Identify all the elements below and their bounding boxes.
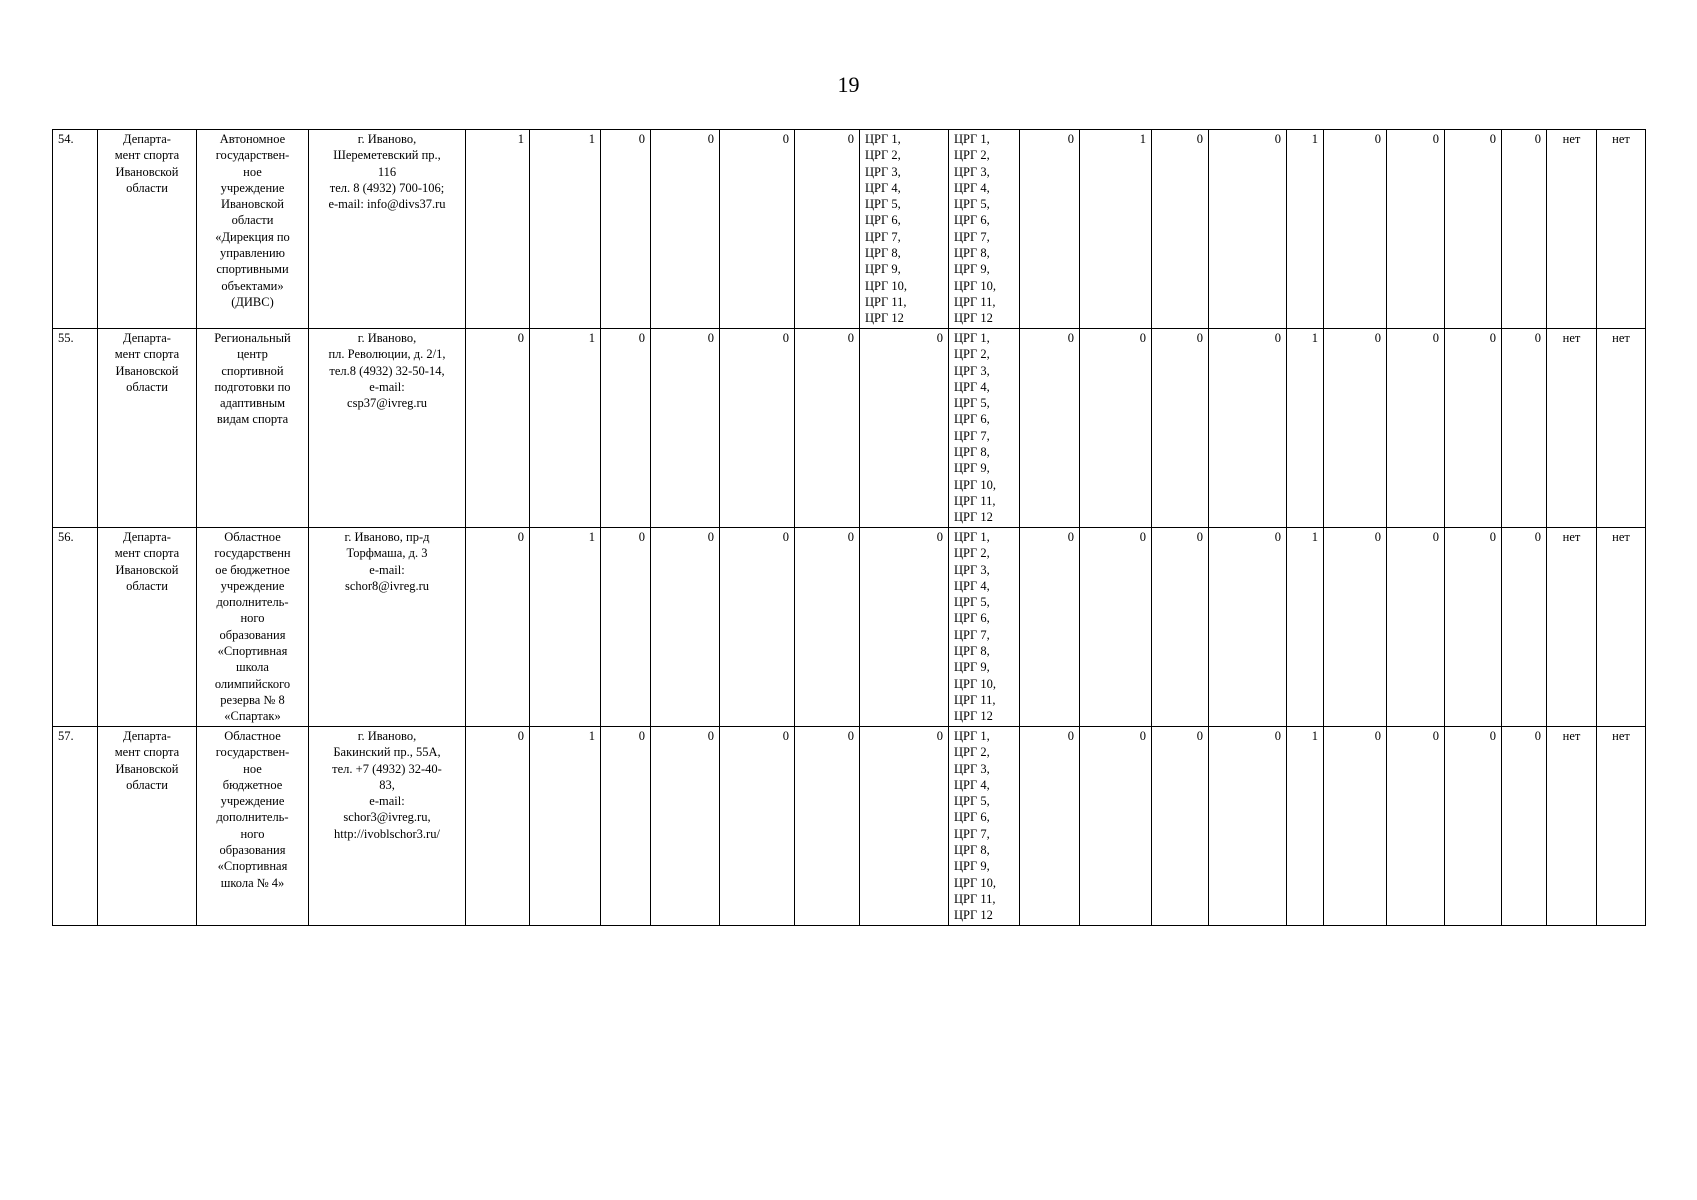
cell-value: 0 <box>1080 329 1152 528</box>
cell-line: ЦРГ 4, <box>954 578 990 593</box>
cell-value: 0 <box>795 528 860 727</box>
cell-value: 0 <box>1387 727 1445 926</box>
cell-value: 0 <box>1387 130 1445 329</box>
cell-value: 0 <box>466 727 530 926</box>
cell-line: бюджетное <box>222 777 283 792</box>
cell-value: 0 <box>1020 727 1080 926</box>
cell-line: ЦРГ 9, <box>954 461 990 476</box>
cell-line: школа <box>236 660 269 675</box>
cell-crg-list <box>949 329 1020 528</box>
cell-value: 1 <box>1287 130 1324 329</box>
cell-line: тел. 8 (4932) 700-106; <box>329 180 445 195</box>
cell-line: тел. +7 (4932) 32-40- <box>332 761 442 776</box>
cell-line: г. Иваново, <box>357 132 417 146</box>
cell-value: 0 <box>1324 528 1387 727</box>
cell-organization <box>197 130 309 329</box>
cell-line: области <box>126 180 168 195</box>
cell-organization <box>197 528 309 727</box>
cell-value: 0 <box>1020 528 1080 727</box>
cell-address <box>309 329 466 528</box>
cell-crg-list <box>949 130 1020 329</box>
cell-line: ЦРГ 3, <box>954 363 990 378</box>
cell-line: учреждение <box>220 794 285 809</box>
cell-line: ЦРГ 4, <box>954 379 990 394</box>
cell-line: ЦРГ 8, <box>954 843 990 858</box>
cell-value: 0 <box>601 528 651 727</box>
cell-line: ЦРГ 12 <box>954 510 993 525</box>
cell-value: 0 <box>1387 528 1445 727</box>
cell-line: ЦРГ 5, <box>954 197 990 212</box>
register-table <box>52 129 1646 926</box>
cell-department <box>98 727 197 926</box>
cell-line: ЦРГ 5, <box>954 595 990 610</box>
cell-line: ЦРГ 1, <box>954 729 990 743</box>
cell-line: Автономное <box>219 132 286 146</box>
cell-value: 0 <box>1445 727 1502 926</box>
cell-line: дополнитель- <box>216 810 289 825</box>
cell-line: ЦРГ 2, <box>954 745 990 760</box>
cell-value: 0 <box>720 528 795 727</box>
cell-organization <box>197 727 309 926</box>
cell-line: ЦРГ 10, <box>954 676 996 691</box>
cell-department <box>98 130 197 329</box>
cell-value: 0 <box>651 528 720 727</box>
cell-value: 0 <box>601 329 651 528</box>
cell-line: ЦРГ 2, <box>954 148 990 163</box>
cell-line: ное <box>243 761 262 776</box>
cell-flag: нет <box>1547 528 1597 727</box>
cell-line: e-mail: info@divs37.ru <box>328 197 446 212</box>
cell-address <box>309 528 466 727</box>
cell-number: 55. <box>53 329 98 528</box>
cell-line: мент спорта <box>114 546 180 561</box>
cell-line: государствен- <box>215 745 290 760</box>
cell-line: области <box>126 379 168 394</box>
table-row <box>53 727 1646 926</box>
cell-line: ЦРГ 8, <box>954 445 990 460</box>
cell-line: http://ivoblschor3.ru/ <box>334 826 440 841</box>
cell-line: ЦРГ 8, <box>954 246 990 261</box>
cell-value: 0 <box>601 727 651 926</box>
cell-line: г. Иваново, пр-д <box>344 530 430 544</box>
page-number: 19 <box>837 72 860 97</box>
cell-value: 0 <box>1324 130 1387 329</box>
cell-value: 1 <box>1080 130 1152 329</box>
cell-value: 0 <box>651 727 720 926</box>
cell-line: ЦРГ 7, <box>954 826 990 841</box>
cell-value: 1 <box>1287 329 1324 528</box>
cell-organization <box>197 329 309 528</box>
cell-value: 0 <box>651 130 720 329</box>
cell-line: ЦРГ 6, <box>954 412 990 427</box>
cell-value: 0 <box>1152 130 1209 329</box>
cell-line: Областное <box>224 530 281 544</box>
cell-value: 0 <box>1387 329 1445 528</box>
cell-line: ЦРГ 10, <box>865 278 907 293</box>
cell-line: ЦРГ 5, <box>865 197 901 212</box>
cell-value: 0 <box>1445 329 1502 528</box>
cell-line: e-mail: <box>369 562 405 577</box>
cell-line: ЦРГ 5, <box>954 396 990 411</box>
cell-value: 0 <box>466 329 530 528</box>
cell-line: ного <box>240 611 265 626</box>
cell-line: Бакинский пр., 55А, <box>333 745 441 760</box>
cell-line: спортивной <box>221 363 284 378</box>
cell-line: Департа- <box>123 132 171 146</box>
cell-line: 0 <box>936 331 943 345</box>
cell-line: ЦРГ 11, <box>954 493 996 508</box>
cell-line: дополнитель- <box>216 595 289 610</box>
cell-value: 0 <box>1324 329 1387 528</box>
cell-crg-list <box>860 727 949 926</box>
cell-value: 1 <box>466 130 530 329</box>
cell-line: учреждение <box>220 578 285 593</box>
cell-value: 0 <box>1020 130 1080 329</box>
cell-flag: нет <box>1547 727 1597 926</box>
cell-flag: нет <box>1597 528 1646 727</box>
cell-line: schor8@ivreg.ru <box>344 578 430 593</box>
cell-line: 0 <box>936 729 943 743</box>
cell-value: 0 <box>1080 727 1152 926</box>
cell-line: ное <box>243 164 262 179</box>
cell-line: школа № 4» <box>220 875 285 890</box>
cell-line: образования <box>219 627 286 642</box>
cell-line: Областное <box>224 729 281 743</box>
cell-line: ЦРГ 8, <box>954 644 990 659</box>
cell-line: (ДИВС) <box>231 294 274 309</box>
cell-line: Ивановской <box>115 363 179 378</box>
cell-line: объектами» <box>221 278 284 293</box>
cell-line: резерва № 8 <box>220 692 285 707</box>
cell-line: мент спорта <box>114 347 180 362</box>
cell-line: учреждение <box>220 180 285 195</box>
cell-line: ЦРГ 4, <box>954 180 990 195</box>
cell-flag: нет <box>1547 130 1597 329</box>
cell-crg-list <box>949 528 1020 727</box>
cell-value: 0 <box>795 329 860 528</box>
cell-number: 54. <box>53 130 98 329</box>
cell-flag: нет <box>1547 329 1597 528</box>
cell-line: 116 <box>377 164 397 179</box>
cell-value: 0 <box>1209 329 1287 528</box>
cell-line: ЦРГ 3, <box>954 164 990 179</box>
cell-value: 0 <box>795 130 860 329</box>
cell-value: 0 <box>1324 727 1387 926</box>
cell-value: 1 <box>530 329 601 528</box>
cell-line: ЦРГ 2, <box>954 347 990 362</box>
cell-address <box>309 727 466 926</box>
cell-line: мент спорта <box>114 148 180 163</box>
cell-line: 83, <box>379 777 395 792</box>
cell-line: области <box>126 777 168 792</box>
cell-line: ЦРГ 1, <box>865 132 901 146</box>
cell-line: г. Иваново, <box>357 331 417 345</box>
cell-line: ЦРГ 3, <box>865 164 901 179</box>
cell-address <box>309 130 466 329</box>
cell-line: ЦРГ 2, <box>954 546 990 561</box>
cell-line: ЦРГ 3, <box>954 761 990 776</box>
cell-line: ЦРГ 9, <box>954 660 990 675</box>
cell-line: ЦРГ 1, <box>954 132 990 146</box>
cell-line: «Спортивная <box>217 644 288 659</box>
cell-line: ЦРГ 9, <box>954 859 990 874</box>
cell-value: 0 <box>720 727 795 926</box>
cell-line: ЦРГ 5, <box>954 794 990 809</box>
cell-line: государственн <box>214 546 291 561</box>
cell-line: видам спорта <box>216 412 289 427</box>
cell-line: олимпийского <box>214 676 291 691</box>
cell-value: 0 <box>1502 329 1547 528</box>
cell-value: 0 <box>1152 329 1209 528</box>
cell-value: 0 <box>1445 528 1502 727</box>
cell-line: тел.8 (4932) 32-50-14, <box>329 363 445 378</box>
cell-line: e-mail: <box>369 379 405 394</box>
cell-line: образования <box>219 843 286 858</box>
cell-line: «Спартак» <box>224 709 281 724</box>
cell-line: ЦРГ 10, <box>954 875 996 890</box>
cell-line: ЦРГ 11, <box>954 891 996 906</box>
cell-line: ЦРГ 6, <box>954 810 990 825</box>
cell-line: ЦРГ 12 <box>865 311 904 326</box>
table-row <box>53 130 1646 329</box>
cell-line: ЦРГ 4, <box>954 777 990 792</box>
cell-line: ЦРГ 6, <box>865 213 901 228</box>
cell-line: г. Иваново, <box>357 729 417 743</box>
cell-line: ЦРГ 7, <box>954 428 990 443</box>
cell-line: Ивановской <box>115 562 179 577</box>
cell-value: 0 <box>601 130 651 329</box>
cell-line: «Спортивная <box>217 859 288 874</box>
cell-line: ЦРГ 9, <box>865 262 901 277</box>
cell-line: ЦРГ 12 <box>954 709 993 724</box>
cell-crg-list <box>860 130 949 329</box>
cell-value: 0 <box>1502 130 1547 329</box>
cell-value: 0 <box>720 329 795 528</box>
cell-flag: нет <box>1597 329 1646 528</box>
cell-line: ЦРГ 10, <box>954 278 996 293</box>
cell-value: 0 <box>1152 727 1209 926</box>
cell-flag: нет <box>1597 130 1646 329</box>
cell-crg-list <box>949 727 1020 926</box>
cell-value: 1 <box>530 727 601 926</box>
cell-line: Ивановской <box>220 197 284 212</box>
cell-line: ЦРГ 7, <box>865 229 901 244</box>
cell-line: Шереметевский пр., <box>333 148 441 163</box>
cell-line: ЦРГ 11, <box>954 294 996 309</box>
cell-line: Ивановской <box>115 164 179 179</box>
table-row <box>53 528 1646 727</box>
cell-number: 57. <box>53 727 98 926</box>
cell-line: ЦРГ 7, <box>954 229 990 244</box>
cell-line: ЦРГ 8, <box>865 246 901 261</box>
cell-value: 1 <box>1287 727 1324 926</box>
cell-line: Департа- <box>123 729 171 743</box>
cell-line: schor3@ivreg.ru, <box>343 810 431 825</box>
cell-value: 1 <box>530 528 601 727</box>
cell-line: ного <box>240 826 265 841</box>
cell-value: 0 <box>795 727 860 926</box>
cell-line: спортивными <box>216 262 289 277</box>
table-row <box>53 329 1646 528</box>
cell-value: 0 <box>1209 528 1287 727</box>
cell-line: ЦРГ 10, <box>954 477 996 492</box>
cell-value: 1 <box>1287 528 1324 727</box>
cell-line: «Дирекция по <box>215 229 290 244</box>
cell-line: Департа- <box>123 530 171 544</box>
cell-line: ЦРГ 9, <box>954 262 990 277</box>
cell-value: 0 <box>1020 329 1080 528</box>
cell-line: 0 <box>936 530 943 544</box>
cell-line: ЦРГ 12 <box>954 908 993 923</box>
cell-line: ЦРГ 6, <box>954 213 990 228</box>
cell-line: ЦРГ 12 <box>954 311 993 326</box>
cell-line: ЦРГ 2, <box>865 148 901 163</box>
cell-value: 0 <box>466 528 530 727</box>
cell-line: области <box>231 213 274 228</box>
cell-value: 0 <box>1152 528 1209 727</box>
cell-line: государствен- <box>215 148 290 163</box>
cell-value: 0 <box>1209 130 1287 329</box>
cell-value: 0 <box>1502 727 1547 926</box>
cell-line: Ивановской <box>115 761 179 776</box>
cell-line: ЦРГ 11, <box>865 294 907 309</box>
cell-line: ЦРГ 1, <box>954 331 990 345</box>
cell-line: csp37@ivreg.ru <box>347 396 427 411</box>
cell-line: адаптивным <box>219 396 286 411</box>
cell-line: Торфмаша, д. 3 <box>346 546 428 561</box>
cell-line: ЦРГ 7, <box>954 627 990 642</box>
cell-value: 0 <box>1445 130 1502 329</box>
cell-value: 0 <box>1209 727 1287 926</box>
cell-line: пл. Революции, д. 2/1, <box>328 347 446 362</box>
cell-line: подготовки по <box>214 379 291 394</box>
cell-number: 56. <box>53 528 98 727</box>
cell-crg-list <box>860 528 949 727</box>
cell-line: ЦРГ 4, <box>865 180 901 195</box>
cell-line: ое бюджетное <box>215 562 290 577</box>
cell-department <box>98 528 197 727</box>
cell-line: Департа- <box>123 331 171 345</box>
cell-line: центр <box>237 347 268 362</box>
cell-line: мент спорта <box>114 745 180 760</box>
cell-crg-list <box>860 329 949 528</box>
cell-line: управлению <box>220 246 285 261</box>
cell-line: ЦРГ 3, <box>954 562 990 577</box>
cell-value: 0 <box>1502 528 1547 727</box>
cell-department <box>98 329 197 528</box>
cell-line: ЦРГ 6, <box>954 611 990 626</box>
cell-value: 0 <box>720 130 795 329</box>
cell-line: ЦРГ 11, <box>954 692 996 707</box>
cell-line: Региональный <box>214 331 291 345</box>
cell-value: 0 <box>1080 528 1152 727</box>
cell-value: 1 <box>530 130 601 329</box>
cell-flag: нет <box>1597 727 1646 926</box>
cell-line: ЦРГ 1, <box>954 530 990 544</box>
cell-value: 0 <box>651 329 720 528</box>
cell-line: области <box>126 578 168 593</box>
cell-line: e-mail: <box>369 794 405 809</box>
